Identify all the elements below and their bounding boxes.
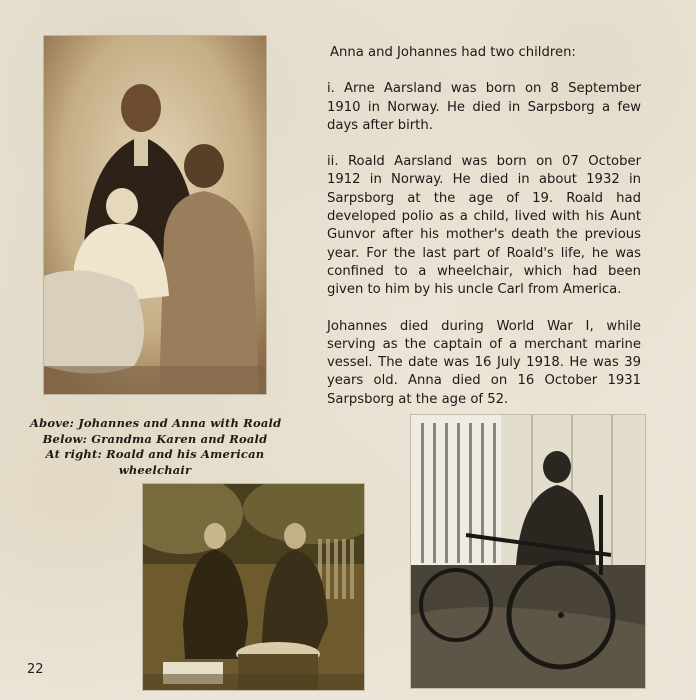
- caption-line: Above: Johannes and Anna with Roald: [30, 416, 282, 430]
- caption-line: At right: Roald and his American: [45, 447, 265, 461]
- paragraph-roald: ii. Roald Aarsland was born on 07 October 1912 in Norway. He died in about 1932 in Sarpsborg at the age of 19. Roald had developed polio as a child, lived with his Aunt Gunvor after his mother's death the previous year. For the last part of Roald's life, he was confined to a wheelchair, which had been given to him by his uncle Carl from America.: [327, 154, 641, 298]
- paragraph-johannes-anna: Johannes died during World War I, while serving as the captain of a merchant marine vessel. The date was 16 July 1918. He was 39 years old. Anna died on 16 October 1931 Sarpsborg at the age of 52.: [327, 318, 641, 407]
- grandma-and-roald-photo: [143, 484, 364, 690]
- caption-line: wheelchair: [118, 462, 192, 477]
- family-portrait-photo: [44, 36, 266, 394]
- caption-line: Below: Grandma Karen and Roald: [42, 431, 268, 446]
- intro-paragraph: Anna and Johannes had two children:: [330, 45, 576, 60]
- body-text: [327, 44, 641, 427]
- photo-caption: [30, 416, 280, 478]
- page-number: 22: [27, 662, 44, 677]
- roald-wheelchair-photo: [411, 415, 645, 688]
- paragraph-arne: i. Arne Aarsland was born on 8 September 1910 in Norway. He died in Sarpsborg a few days after birth.: [327, 81, 641, 133]
